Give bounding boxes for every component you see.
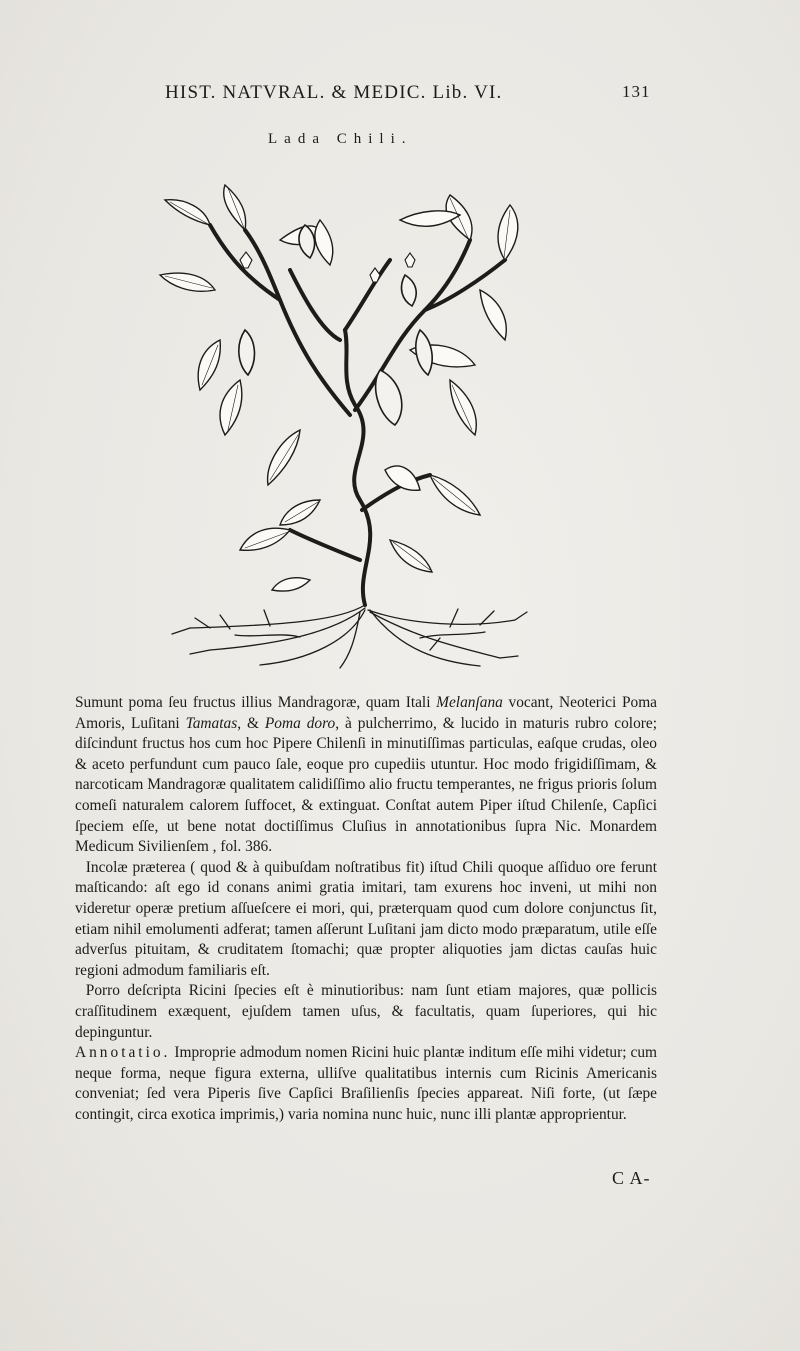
text-run: Sumunt poma ſeu fructus illius Mandragoræ, quam Itali bbox=[75, 694, 437, 711]
leaves bbox=[160, 185, 518, 591]
annotatio-heading: Annotatio. bbox=[75, 1044, 171, 1062]
annotatio-text: Improprie admodum nomen Ricini huic plantæ inditum eſſe mihi videtur; cum neque forma, neque figura externa, ulliſve qualitatibus internis cum Ricinis Americanis conveniat; ſed vera Piperis ſive Capſici Braſilienſis ſpecies appareat. Niſi forte, (ut ſæpe contingit, circa exotica imprimis,) varia nomina nunc huic, nunc illi plantæ approprientur. bbox=[75, 1044, 657, 1123]
body-text bbox=[75, 693, 657, 1125]
italic-term: Tamatas bbox=[185, 714, 238, 732]
italic-term: Melanſana bbox=[436, 694, 503, 711]
text-run: , à pulcherrimo, & lucido in maturis rubro colore; diſcindunt fructus hos cum hoc Pipere Chilenſi in minutiſſimas particulas, eaſque crudas, oleo & aceto perfundunt cum pauco ſale, eoque pro cupediis utuntur. Hoc modo frigidiſſimam, & narcoticam Mandragoræ qualitatem calidiſſimo alio fructu temperantes, ne frigus prioris ſolum comeſi naturalem calorem ſuffocet, & extinguat. Conſtat autem Piper iſtud Chilenſe, Capſici ſpeciem eſſe, ut bene notat doctiſſimus Cluſius in annotationibus ſupra Nic. Monardem Medicum Sivilienſem , fol. 386. bbox=[75, 714, 657, 856]
text-run: , & bbox=[237, 714, 265, 732]
page-number: 131 bbox=[622, 82, 651, 101]
paragraph-3: Porro deſcripta Ricini ſpecies eſt è minutioribus: nam ſunt etiam majores, quæ pollicis craſſitudinem exæquent, ejuſdem tamen uſus, & facultatis, quam ſuperiores, qui hic depinguntur. bbox=[75, 982, 657, 1041]
paragraph-4 bbox=[75, 1043, 657, 1125]
chili-plant-woodcut-icon bbox=[150, 180, 530, 670]
text-run: vocant, Neoterici Poma Amoris, Luſitani bbox=[75, 694, 658, 732]
italic-term: Poma doro bbox=[264, 714, 336, 732]
catchword: C A- bbox=[612, 1168, 651, 1188]
paragraph-2: Incolæ præterea ( quod & à quibuſdam noſtratibus fit) iſtud Chili quoque aſſiduo ore ferunt maſticando: aſt ego id conans animi gratia imitari, tam exurens hoc inveni, ut mihi non videretur operæ pretium aſſueſcere ei mori, qui, præterquam quod cum dolore conjunctus ſit, etiam nihil emolumenti adferat; tamen aſſerunt Luſitani jam dicto modo præparatum, utile eſſe adverſus pituitam, & cruditatem ſtomachi; quæ propter aliquoties jam dictas cauſas huic regioni admodum familiaris eſt. bbox=[75, 858, 657, 979]
paragraph-1 bbox=[75, 693, 657, 858]
running-head: HIST. NATVRAL. & MEDIC. Lib. VI. bbox=[165, 82, 503, 103]
plate-title: Lada Chili. bbox=[268, 131, 413, 147]
roots bbox=[172, 605, 527, 668]
